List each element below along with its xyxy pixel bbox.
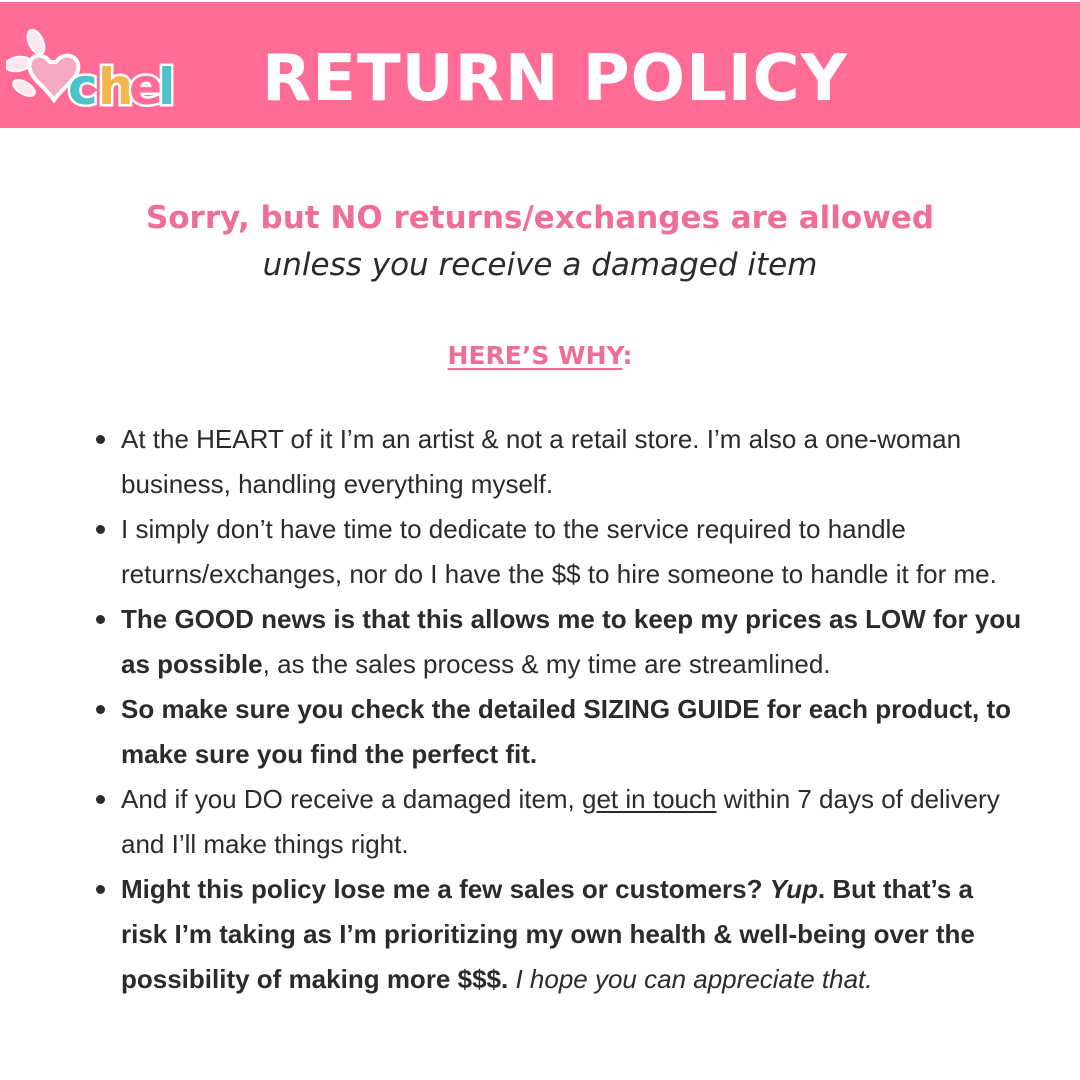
svg-text:e: e [129, 58, 163, 114]
header-banner [0, 2, 1080, 128]
reason-bold-text: The GOOD news is that this allows me to keep my prices as LOW for you as possible [121, 604, 1022, 679]
reason-italic-text: I hope you can appreciate that. [508, 964, 873, 994]
heres-why-heading [0, 336, 1080, 376]
reason-bold-text: Might this policy lose me a few sales or customers? [121, 874, 770, 904]
bullet-dot-icon [96, 705, 105, 714]
heres-why-colon: : [622, 341, 633, 370]
svg-text:c: c [68, 58, 98, 114]
heres-why-label: HERE’S WHY [447, 341, 623, 370]
brand-logo [6, 22, 182, 114]
policy-headline: Sorry, but NO returns/exchanges are allowed [145, 200, 935, 236]
bullet-dot-icon [96, 795, 105, 804]
list-item [92, 507, 1022, 597]
reason-text: I simply don’t have time to dedicate to the service required to handle returns/exchanges, nor do I have the $$ to hire someone to handle it for me. [121, 514, 997, 589]
reason-text: And if you DO receive a damaged item, [121, 784, 583, 814]
list-item [92, 687, 1022, 777]
reason-text: , as the sales process & my time are streamlined. [262, 649, 831, 679]
list-item [92, 777, 1022, 867]
reason-text: At the HEART of it I’m an artist & not a retail store. I’m also a one-woman business, handling everything myself. [121, 424, 962, 499]
reason-bold-text: . But that’s a risk I’m taking as I’m prioritizing my own health & well-being over the possibility of making more $$$. [121, 874, 975, 994]
page-title: RETURN POLICY [262, 42, 848, 116]
bullet-dot-icon [96, 525, 105, 534]
reason-text: within 7 days of delivery and I’ll make things right. [121, 784, 1000, 859]
get-in-touch-link[interactable]: get in touch [582, 784, 717, 814]
svg-text:l: l [158, 58, 176, 114]
reasons-list [92, 417, 1022, 1002]
bullet-dot-icon [96, 435, 105, 444]
policy-subheadline: unless you receive a damaged item [262, 247, 818, 283]
bullet-dot-icon [96, 615, 105, 624]
reason-bold-italic-text: Yup [769, 874, 818, 904]
list-item [92, 597, 1022, 687]
list-item [92, 867, 1022, 1002]
reason-bold-text: So make sure you check the detailed SIZING GUIDE for each product, to make sure you find the perfect fit. [121, 694, 1011, 769]
svg-text:h: h [98, 58, 134, 114]
bullet-dot-icon [96, 885, 105, 894]
list-item [92, 417, 1022, 507]
